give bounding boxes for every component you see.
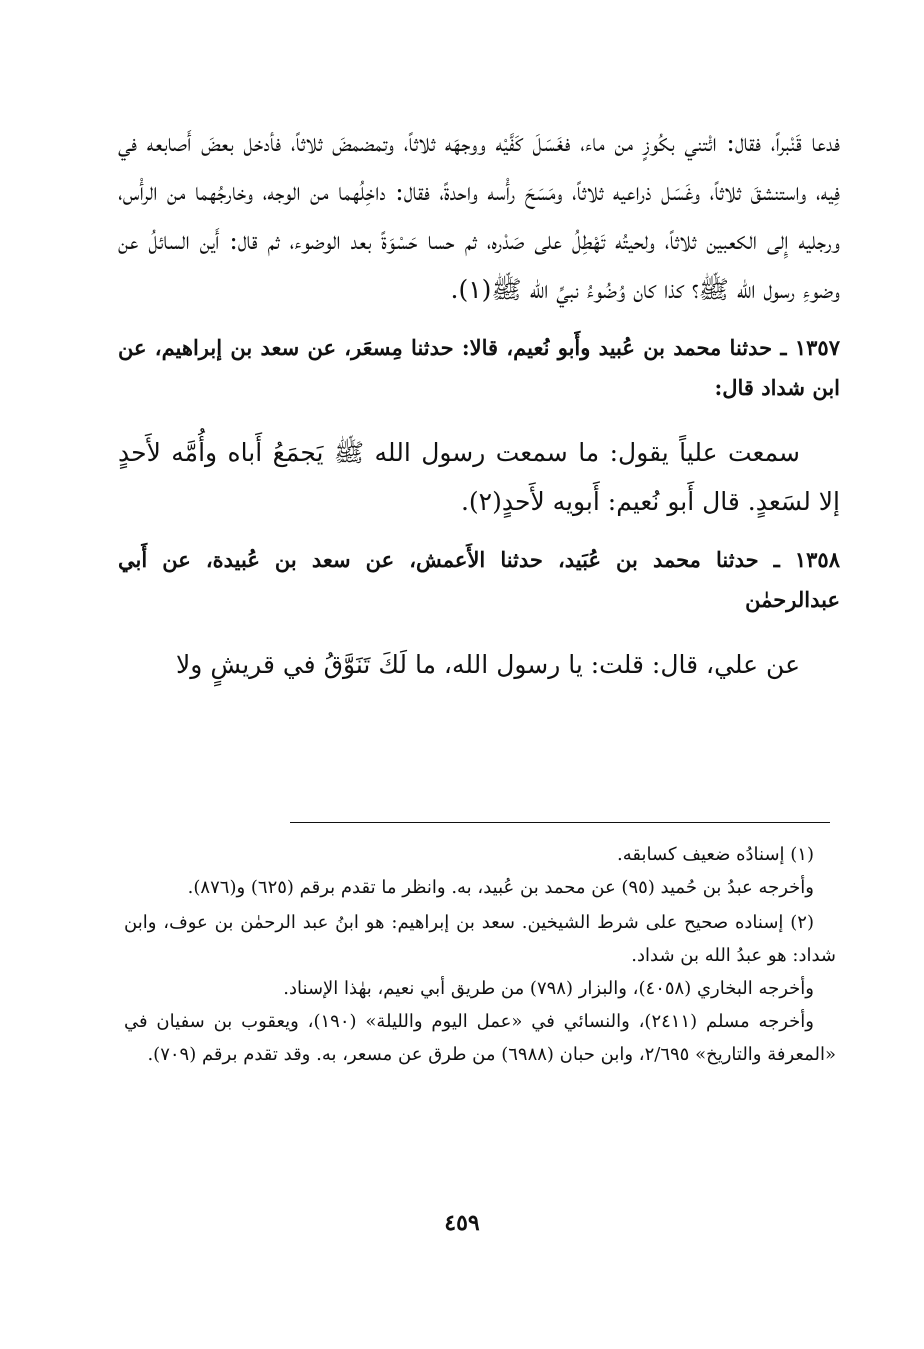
hadith-1357-isnad: ١٣٥٧ ـ حدثنا محمد بن عُبيد وأَبو نُعيم، قالا: حدثنا مِسعَر، عن سعد بن إبراهيم، عن ابن شداد قال: — [118, 335, 840, 400]
hadith-1358-isnad: ١٣٥٨ ـ حدثنا محمد بن عُبَيد، حدثنا الأَعمش، عن سعد بن عُبيدة، عن أَبي عبدالرحمٰن — [118, 547, 840, 612]
paragraph-wudu: فدعا قَنْبراً، فقال: ائْتني بكُوزٍ من ماء، فغَسَلَ كَفَّيْه ووجهَه ثلاثاً، وتمضمضَ ثلاثاً، فأدخل بعضَ أَصابعه في فِيه، واستنشقَ ثلاثاً، وغَسَل ذراعيه ثلاثاً، ومَسَحَ رأْسه واحدةً، فقال: داخِلُهما من الوجه، وخارجُهما من الرأْس، ورجليه إِلى الكعبين ثلاثاً، ولحيتُه تَهْطِلُ على صَدْره، ثم حسا حَسْوَةً بعد الوضوء، ثم قال: أَين السائلُ عن وضوءِ رسول الله ﷺ؟ كذا كان وُضُوءُ نبيِّ الله ﷺ(١). — [118, 128, 840, 304]
main-text-block — [118, 118, 840, 689]
footnotes-block — [124, 838, 836, 1071]
footnote-separator — [290, 822, 830, 823]
footnote-2-bukhari: وأخرجه البخاري (٤٠٥٨)، والبزار (٧٩٨) من طريق أبي نعيم، بهٰذا الإسناد. — [283, 978, 814, 999]
hadith-1358-matn: عن علي، قال: قلت: يا رسول الله، ما لَكَ تَنَوَّقُ في قريشٍ ولا — [176, 650, 800, 679]
footnote-1-grade: (١) إسنادُه ضعيف كسابقه. — [617, 844, 814, 865]
footnote-2-muslim: وأخرجه مسلم (٢٤١١)، والنسائي في «عمل اليوم والليلة» (١٩٠)، ويعقوب بن سفيان في «المعرفة والتاريخ» ٢/٦٩٥، وابن حبان (٦٩٨٨) من طرق عن مسعر، به. وقد تقدم برقم (٧٠٩). — [124, 1011, 836, 1065]
footnote-1-takhrij: وأخرجه عبدُ بن حُميد (٩٥) عن محمد بن عُبيد، به. وانظر ما تقدم برقم (٦٢٥) و(٨٧٦). — [187, 877, 814, 898]
hadith-1357-matn: سمعت علياً يقول: ما سمعت رسول الله ﷺ يَجمَعُ أَباه وأُمَّه لأَحدٍ إلا لسَعدٍ. قال أَبو نُعيم: أَبويه لأَحدٍ(٢). — [118, 438, 840, 516]
page-number: ٤٥٩ — [444, 1210, 480, 1236]
footnote-2-grade: (٢) إسناده صحيح على شرط الشيخين. سعد بن إبراهيم: هو ابنُ عبد الرحمٰن بن عوف، وابن شداد: هو عبدُ الله بن شداد. — [124, 912, 836, 966]
